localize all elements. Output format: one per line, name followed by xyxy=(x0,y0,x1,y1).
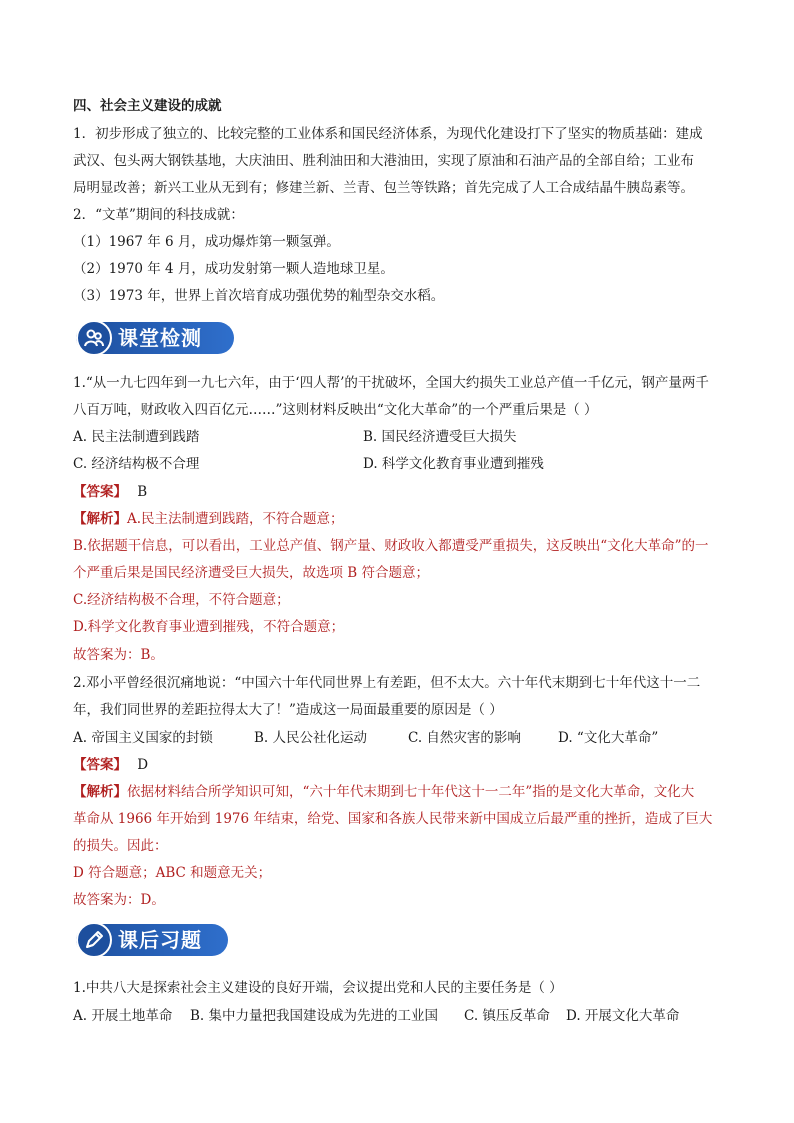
analysis-line: B.依据题干信息，可以看出，工业总产值、钢产量、财政收入都遭受严重损失，这反映出“文化大革命”的一 xyxy=(73,538,709,554)
analysis-text: 依据材料结合所学知识可知，“六十年代末期到七十年代这十一二年”指的是文化大革命，文化大 xyxy=(127,784,695,800)
answer-line xyxy=(73,482,147,502)
analysis-line: D.科学文化教育事业遭到摧残，不符合题意； xyxy=(73,619,345,635)
option-a: A. 开展土地革命 xyxy=(73,1008,173,1024)
question-stem: 1.中共八大是探索社会主义建设的良好开端，会议提出党和人民的主要任务是（ ） xyxy=(73,980,563,996)
answer-value: D xyxy=(137,757,149,773)
banner-label: 课后习题 xyxy=(118,928,202,952)
option-d: D. “文化大革命” xyxy=(558,730,659,746)
list-item: （1）1967 年 6 月，成功爆炸第一颗氢弹。 xyxy=(73,234,340,250)
option-c: C. 自然灾害的影响 xyxy=(408,730,521,746)
option-b: B. 集中力量把我国建设成为先进的工业国 xyxy=(190,1008,439,1024)
analysis-line: 革命从 1966 年开始到 1976 年结束，给党、国家和各族人民带来新中国成立后最严重的挫折，造成了巨大 xyxy=(73,811,713,827)
classroom-test-banner xyxy=(76,320,234,356)
analysis-line: C.经济结构极不合理，不符合题意； xyxy=(73,592,290,608)
option-b: B. 人民公社化运动 xyxy=(254,730,368,746)
conclusion-line: 故答案为：B。 xyxy=(73,647,164,663)
option-a: A. 帝国主义国家的封锁 xyxy=(73,730,213,746)
answer-tag: 【答案】 xyxy=(73,757,127,773)
homework-banner xyxy=(76,922,228,958)
analysis-line xyxy=(73,509,344,529)
option-d: D. 开展文化大革命 xyxy=(566,1008,680,1024)
question-stem: 2.邓小平曾经很沉痛地说：“中国六十年代同世界上有差距，但不太大。六十年代末期到七十年代这十一二 xyxy=(73,675,701,691)
analysis-line xyxy=(73,782,694,802)
option-a: A. 民主法制遭到践踏 xyxy=(73,429,200,445)
list-item: （3）1973 年，世界上首次培育成功强优势的籼型杂交水稻。 xyxy=(73,288,445,304)
question-stem: 年，我们同世界的差距拉得太大了！”造成这一局面最重要的原因是（ ） xyxy=(73,702,503,718)
answer-tag: 【答案】 xyxy=(73,484,127,500)
question-stem: 1.“从一九七四年到一九七六年，由于‘四人帮’的干扰破坏，全国大约损失工业总产值一千亿元，钢产量两千 xyxy=(73,375,709,391)
analysis-tag: 【解析】 xyxy=(73,784,127,800)
paragraph-line: 局明显改善；新兴工业从无到有；修建兰新、兰青、包兰等铁路；首先完成了人工合成结晶牛胰岛素等。 xyxy=(73,180,694,196)
option-b: B. 国民经济遭受巨大损失 xyxy=(363,429,517,445)
answer-value: B xyxy=(137,484,148,500)
analysis-line: 个严重后果是国民经济遭受巨大损失，故选项 B 符合题意； xyxy=(73,565,430,581)
option-c: C. 镇压反革命 xyxy=(464,1008,550,1024)
option-c: C. 经济结构极不合理 xyxy=(73,456,200,472)
analysis-tag: 【解析】 xyxy=(73,511,127,527)
analysis-line: 的损失。因此： xyxy=(73,838,168,854)
banner-label: 课堂检测 xyxy=(118,326,202,350)
section-heading: 四、社会主义建设的成就 xyxy=(73,98,222,114)
conclusion-line: 故答案为：D。 xyxy=(73,892,165,908)
list-item: （2）1970 年 4 月，成功发射第一颗人造地球卫星。 xyxy=(73,261,394,277)
analysis-line: D 符合题意；ABC 和题意无关； xyxy=(73,865,272,881)
paragraph-line: 1．初步形成了独立的、比较完整的工业体系和国民经济体系，为现代化建设打下了坚实的物质基础：建成 xyxy=(73,126,703,142)
question-stem: 八百万吨，财政收入四百亿元……”这则材料反映出“文化大革命”的一个严重后果是（ ） xyxy=(73,402,598,418)
answer-line xyxy=(73,755,148,775)
paragraph-line: 2．“文革”期间的科技成就： xyxy=(73,207,244,223)
people-icon xyxy=(76,320,112,356)
analysis-text: A.民主法制遭到践踏，不符合题意； xyxy=(127,511,344,527)
option-d: D. 科学文化教育事业遭到摧残 xyxy=(363,456,544,472)
paragraph-line: 武汉、包头两大钢铁基地，大庆油田、胜利油田和大港油田，实现了原油和石油产品的全部自给；工业布 xyxy=(73,153,694,169)
pencil-icon xyxy=(76,922,112,958)
